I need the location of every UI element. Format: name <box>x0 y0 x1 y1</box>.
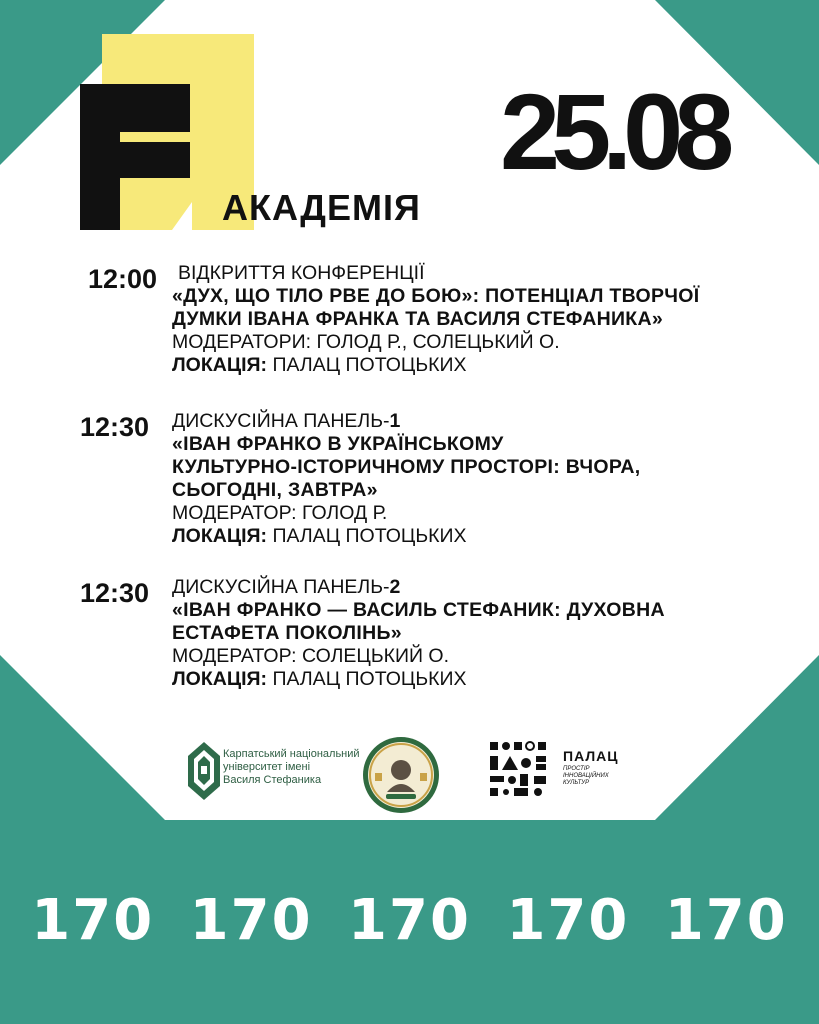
palac-subtitle-line: КУЛЬТУР <box>563 780 590 786</box>
event-intro-number: 1 <box>389 410 401 432</box>
event-time: 12:30 <box>80 578 150 608</box>
faculty-seal-icon <box>362 736 440 814</box>
event-intro <box>172 576 772 599</box>
event-title-line: КУЛЬТУРНО-ІСТОРИЧНОМУ ПРОСТОРІ: ВЧОРА, <box>172 456 641 478</box>
event-time: 12:00 <box>88 264 158 294</box>
event-intro <box>172 410 772 433</box>
location-label: ЛОКАЦІЯ: <box>172 525 268 547</box>
palac-subtitle <box>563 766 609 787</box>
location-label: ЛОКАЦІЯ: <box>172 668 268 690</box>
university-name-line: університет імені <box>223 761 311 773</box>
event-title-line: «ДУХ, ЩО ТІЛО РВЕ ДО БОЮ»: ПОТЕНЦІАЛ ТВОРЧОЇ <box>172 285 700 307</box>
event-title-line: ЕСТАФЕТА ПОКОЛІНЬ» <box>172 622 402 644</box>
event-title-line: «ІВАН ФРАНКО В УКРАЇНСЬКОМУ <box>172 433 504 455</box>
university-logo-icon <box>188 742 220 800</box>
event-moderator: МОДЕРАТОР: СОЛЕЦЬКИЙ О. <box>172 645 450 667</box>
event-time: 12:30 <box>80 412 150 442</box>
palac-subtitle-line: ПРОСТІР <box>563 766 590 772</box>
event-location <box>172 668 772 691</box>
location-value: ПАЛАЦ ПОТОЦЬКИХ <box>272 668 467 690</box>
event-intro-number: 2 <box>389 576 401 598</box>
palac-pattern-icon <box>490 740 546 796</box>
partner-logos <box>0 730 819 810</box>
event-location <box>172 354 772 377</box>
palac-title: ПАЛАЦ <box>563 748 619 764</box>
event-intro-text: ДИСКУСІЙНА ПАНЕЛЬ- <box>172 576 390 598</box>
event-title-line: «ІВАН ФРАНКО — ВАСИЛЬ СТЕФАНИК: ДУХОВНА <box>172 599 665 621</box>
location-value: ПАЛАЦ ПОТОЦЬКИХ <box>272 525 467 547</box>
event-moderator: МОДЕРАТОРИ: ГОЛОД Р., СОЛЕЦЬКИЙ О. <box>172 331 560 353</box>
event-title-line: СЬОГОДНІ, ЗАВТРА» <box>172 479 378 501</box>
event-moderator: МОДЕРАТОР: ГОЛОД Р. <box>172 502 388 524</box>
location-label: ЛОКАЦІЯ: <box>172 354 268 376</box>
university-name-line: Карпатський національний <box>223 748 360 760</box>
akademia-wordmark: АКАДЕМІЯ <box>222 187 421 228</box>
university-name <box>223 748 360 787</box>
location-value: ПАЛАЦ ПОТОЦЬКИХ <box>272 354 467 376</box>
event-intro: ВІДКРИТТЯ КОНФЕРЕНЦІЇ <box>178 262 425 284</box>
event-intro-text: ДИСКУСІЙНА ПАНЕЛЬ- <box>172 410 390 432</box>
anniversary-numbers: 170 170 170 170 170 <box>31 888 788 953</box>
event-title-line: ДУМКИ ІВАНА ФРАНКА ТА ВАСИЛЯ СТЕФАНИКА» <box>172 308 664 330</box>
logo-f-icon <box>80 84 192 230</box>
palac-subtitle-line: ІННОВАЦІЙНИХ <box>563 773 609 779</box>
event-date: 25.08 <box>500 71 726 192</box>
event-location <box>172 525 772 548</box>
university-name-line: Василя Стефаника <box>223 774 322 786</box>
